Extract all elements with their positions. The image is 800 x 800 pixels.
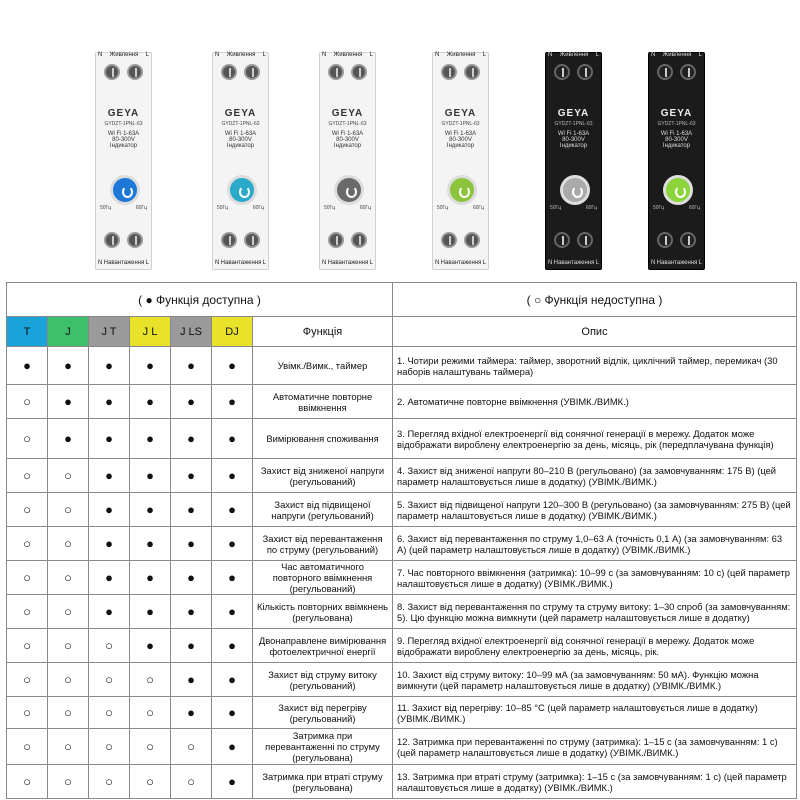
available-dot-icon: ● [130,459,171,493]
available-dot-icon: ● [89,385,130,419]
frequency-label: 50Гц 60Гц [550,205,597,211]
function-name-cell: Автоматичне повторне ввімкнення [253,385,393,419]
supply-terminals [217,61,264,83]
available-dot-icon: ● [171,419,212,459]
available-dot-icon: ● [89,419,130,459]
model-code-cell: DJ [212,317,253,347]
available-dot-icon: ● [130,595,171,629]
available-dot-icon: ● [89,527,130,561]
available-dot-icon: ● [212,595,253,629]
model-code-cell: T [7,317,48,347]
rating-label: Wi Fi 1-63A 80-300V Індикатор [557,131,590,149]
available-dot-icon: ● [212,629,253,663]
rating-label: Wi Fi 1-63A 80-300V Індикатор [107,131,140,149]
table-row [7,765,797,799]
unavailable-circle-icon: ○ [7,493,48,527]
available-dot-icon: ● [130,347,171,385]
model-label: GYDZT-1PNL-63 [328,121,367,127]
unavailable-circle-icon: ○ [7,385,48,419]
available-dot-icon: ● [212,459,253,493]
screw-icon [680,232,696,248]
unavailable-circle-icon: ○ [171,729,212,765]
table-row [7,527,797,561]
function-comparison-table [6,282,797,799]
load-terminal-label: N Навантаження L [548,260,599,266]
load-terminal-label: N Навантаження L [322,260,373,266]
supply-terminal-label: N Живлення L [322,52,373,58]
table-row [7,493,797,527]
function-name-cell: Час автоматичного повторного ввімкнення (регульований) [253,561,393,595]
unavailable-circle-icon: ○ [48,729,89,765]
supply-terminal-label: N Живлення L [651,52,702,58]
screw-icon [464,232,480,248]
available-dot-icon: ● [48,419,89,459]
unavailable-circle-icon: ○ [7,527,48,561]
frequency-label: 50Гц 60Гц [437,205,484,211]
function-description-cell: 7. Час повторного ввімкнення (затримка): 10–99 с (за замовчуванням: 10 с) (цей параметр налаштовується лише в додатку) (УВІМК./ВИМК.) [393,561,797,595]
screw-icon [328,232,344,248]
unavailable-circle-icon: ○ [89,765,130,799]
function-name-cell: Захист від зниженої напруги (регульований) [253,459,393,493]
unavailable-circle-icon: ○ [48,595,89,629]
available-dot-icon: ● [130,419,171,459]
supply-terminals [100,61,147,83]
available-dot-icon: ● [171,561,212,595]
unavailable-circle-icon: ○ [7,561,48,595]
available-dot-icon: ● [48,347,89,385]
power-button-icon [560,175,590,205]
function-description-cell: 12. Затримка при перевантаженні по струму (затримка): 1–15 с (за замовчуванням: 1 с) (цей параметр налаштовується лише в додатку) (УВІМК./ВИМК.) [393,729,797,765]
available-dot-icon: ● [212,527,253,561]
rating-label: Wi Fi 1-63A 80-300V Індикатор [444,131,477,149]
screw-icon [657,64,673,80]
screw-icon [577,232,593,248]
available-dot-icon: ● [171,697,212,729]
available-dot-icon: ● [171,663,212,697]
available-dot-icon: ● [130,493,171,527]
unavailable-circle-icon: ○ [89,629,130,663]
available-dot-icon: ● [130,385,171,419]
supply-terminals [653,61,700,83]
screw-icon [221,64,237,80]
table-row [7,697,797,729]
unavailable-circle-icon: ○ [48,663,89,697]
unavailable-circle-icon: ○ [130,697,171,729]
unavailable-circle-icon: ○ [7,629,48,663]
smart-breaker-device [432,52,489,270]
available-dot-icon: ● [212,347,253,385]
available-dot-icon: ● [171,595,212,629]
screw-icon [441,64,457,80]
unavailable-circle-icon: ○ [130,663,171,697]
unavailable-circle-icon: ○ [130,765,171,799]
frequency-label: 50Гц 60Гц [100,205,147,211]
available-dot-icon: ● [130,527,171,561]
available-dot-icon: ● [212,561,253,595]
table-row [7,459,797,493]
available-dot-icon: ● [212,765,253,799]
function-description-cell: 10. Захист від струму витоку: 10–99 мА (за замовчуванням: 50 мА). Функцію можна вимкнути (цей параметр налаштовується лише в додатку) (УВІМК./ВИМК.) [393,663,797,697]
screw-icon [577,64,593,80]
available-dot-icon: ● [89,595,130,629]
brand-logo: GEYA [224,108,257,119]
available-dot-icon: ● [171,629,212,663]
device-photos [0,0,800,278]
load-terminals [217,229,264,251]
rating-label: Wi Fi 1-63A 80-300V Індикатор [224,131,257,149]
frequency-label: 50Гц 60Гц [324,205,371,211]
smart-breaker-device [319,52,376,270]
supply-terminal-label: N Живлення L [435,52,486,58]
function-description-cell: 8. Захист від перевантаження по струму та струму витоку: 1–30 спроб (за замовчуванням: 5). Цю функцію можна вимкнути (цей параметр налаштовується лише в додатку) [393,595,797,629]
unavailable-circle-icon: ○ [89,729,130,765]
model-label: GYDZT-1PNL-63 [104,121,143,127]
frequency-label: 50Гц 60Гц [217,205,264,211]
description-column-header: Опис [393,317,797,347]
available-dot-icon: ● [212,419,253,459]
table-row [7,385,797,419]
function-name-cell: Вимірювання споживання [253,419,393,459]
screw-icon [221,232,237,248]
function-name-cell: Захист від перегріву (регульований) [253,697,393,729]
available-dot-icon: ● [212,493,253,527]
screw-icon [328,64,344,80]
screw-icon [351,64,367,80]
available-dot-icon: ● [212,697,253,729]
function-name-cell: Захист від перевантаження по струму (регульований) [253,527,393,561]
screw-icon [244,232,260,248]
available-dot-icon: ● [89,561,130,595]
function-description-cell: 13. Затримка при втраті струму (затримка): 1–15 с (за замовчуванням: 1 с) (цей параметр налаштовується лише в додатку) (УВІМК./ВИМК.) [393,765,797,799]
function-name-cell: Захист від струму витоку (регульований) [253,663,393,697]
power-button-icon [663,175,693,205]
unavailable-circle-icon: ○ [7,459,48,493]
function-name-cell: Двонаправлене вимірювання фотоелектричної енергії [253,629,393,663]
available-dot-icon: ● [171,493,212,527]
unavailable-circle-icon: ○ [48,459,89,493]
unavailable-circle-icon: ○ [7,419,48,459]
table-row [7,561,797,595]
available-dot-icon: ● [89,347,130,385]
load-terminal-label: N Навантаження L [435,260,486,266]
screw-icon [680,64,696,80]
screw-icon [104,64,120,80]
model-label: GYDZT-1PNL-63 [221,121,260,127]
model-codes-row [7,317,797,347]
supply-terminals [550,61,597,83]
legend-unavailable: ( ○ Функція недоступна ) [393,283,797,317]
load-terminal-label: N Навантаження L [651,260,702,266]
load-terminal-label: N Навантаження L [98,260,149,266]
table-row [7,419,797,459]
load-terminal-label: N Навантаження L [215,260,266,266]
model-code-cell: J T [89,317,130,347]
screw-icon [127,64,143,80]
model-code-cell: J [48,317,89,347]
smart-breaker-device [95,52,152,270]
model-code-cell: J L [130,317,171,347]
load-terminals [550,229,597,251]
screw-icon [554,232,570,248]
model-code-cell: J LS [171,317,212,347]
available-dot-icon: ● [7,347,48,385]
function-description-cell: 1. Чотири режими таймера: таймер, зворотний відлік, циклічний таймер, перемикач (30 наборів налаштувань таймера) [393,347,797,385]
brand-logo: GEYA [444,108,477,119]
unavailable-circle-icon: ○ [7,697,48,729]
unavailable-circle-icon: ○ [7,765,48,799]
screw-icon [464,64,480,80]
model-label: GYDZT-1PNL-63 [441,121,480,127]
brand-logo: GEYA [331,108,364,119]
smart-breaker-device [648,52,705,270]
available-dot-icon: ● [212,663,253,697]
available-dot-icon: ● [171,347,212,385]
legend-available: ( ● Функція доступна ) [7,283,393,317]
rating-label: Wi Fi 1-63A 80-300V Індикатор [660,131,693,149]
available-dot-icon: ● [130,561,171,595]
screw-icon [351,232,367,248]
screw-icon [554,64,570,80]
function-description-cell: 4. Захист від зниженої напруги 80–210 В (регульовано) (за замовчуванням: 175 В) (цей параметр налаштовується лише в додатку) (УВІМК./ВИМК.) [393,459,797,493]
supply-terminal-label: N Живлення L [98,52,149,58]
legend-row [7,283,797,317]
function-name-cell: Увімк./Вимк., таймер [253,347,393,385]
function-name-cell: Захист від підвищеної напруги (регульований) [253,493,393,527]
unavailable-circle-icon: ○ [7,663,48,697]
screw-icon [127,232,143,248]
unavailable-circle-icon: ○ [48,527,89,561]
load-terminals [653,229,700,251]
available-dot-icon: ● [171,385,212,419]
available-dot-icon: ● [171,527,212,561]
unavailable-circle-icon: ○ [130,729,171,765]
unavailable-circle-icon: ○ [48,697,89,729]
function-description-cell: 9. Перегляд вхідної електроенергії від сонячної генерації в мережу. Додаток може відображати вироблену електроенергію за день, місяць, рік. [393,629,797,663]
available-dot-icon: ● [212,385,253,419]
table-row [7,347,797,385]
table-row [7,595,797,629]
function-column-header: Функція [253,317,393,347]
brand-logo: GEYA [107,108,140,119]
available-dot-icon: ● [48,385,89,419]
function-description-cell: 6. Захист від перевантаження по струму 1,0–63 А (точність 0,1 А) (за замовчуванням: 63 А) (цей параметр налаштовується лише в додатку) (УВІМК./ВИМК.) [393,527,797,561]
unavailable-circle-icon: ○ [48,629,89,663]
unavailable-circle-icon: ○ [171,765,212,799]
unavailable-circle-icon: ○ [7,729,48,765]
function-description-cell: 11. Захист від перегріву: 10–85 °C (цей параметр налаштовується лише в додатку) (УВІМК./ВИМК.) [393,697,797,729]
screw-icon [441,232,457,248]
load-terminals [437,229,484,251]
power-button-icon [110,175,140,205]
model-label: GYDZT-1PNL-63 [657,121,696,127]
unavailable-circle-icon: ○ [48,561,89,595]
available-dot-icon: ● [212,729,253,765]
brand-logo: GEYA [557,108,590,119]
function-description-cell: 5. Захист від підвищеної напруги 120–300 В (регульовано) (за замовчуванням: 275 В) (цей параметр налаштовується лише в додатку) (УВІМК./ВИМК.) [393,493,797,527]
supply-terminal-label: N Живлення L [548,52,599,58]
available-dot-icon: ● [171,459,212,493]
table-row [7,663,797,697]
rating-label: Wi Fi 1-63A 80-300V Індикатор [331,131,364,149]
function-name-cell: Затримка при втраті струму (регульована) [253,765,393,799]
function-name-cell: Кількість повторних ввімкнень (регульована) [253,595,393,629]
supply-terminals [437,61,484,83]
unavailable-circle-icon: ○ [48,765,89,799]
unavailable-circle-icon: ○ [48,493,89,527]
load-terminals [324,229,371,251]
smart-breaker-device [212,52,269,270]
screw-icon [657,232,673,248]
screw-icon [244,64,260,80]
available-dot-icon: ● [130,629,171,663]
function-description-cell: 3. Перегляд вхідної електроенергії від сонячної генерації в мережу. Додаток може відображати вироблену електроенергію за день, місяць, рік (передплачувана функція) [393,419,797,459]
brand-logo: GEYA [660,108,693,119]
power-button-icon [227,175,257,205]
unavailable-circle-icon: ○ [7,595,48,629]
table-row [7,629,797,663]
table-row [7,729,797,765]
screw-icon [104,232,120,248]
supply-terminal-label: N Живлення L [215,52,266,58]
unavailable-circle-icon: ○ [89,697,130,729]
load-terminals [100,229,147,251]
available-dot-icon: ● [89,493,130,527]
supply-terminals [324,61,371,83]
function-description-cell: 2. Автоматичне повторне ввімкнення (УВІМК./ВИМК.) [393,385,797,419]
model-label: GYDZT-1PNL-63 [554,121,593,127]
function-name-cell: Затримка при перевантаженні по струму (регульована) [253,729,393,765]
available-dot-icon: ● [89,459,130,493]
smart-breaker-device [545,52,602,270]
power-button-icon [334,175,364,205]
frequency-label: 50Гц 60Гц [653,205,700,211]
unavailable-circle-icon: ○ [89,663,130,697]
power-button-icon [447,175,477,205]
